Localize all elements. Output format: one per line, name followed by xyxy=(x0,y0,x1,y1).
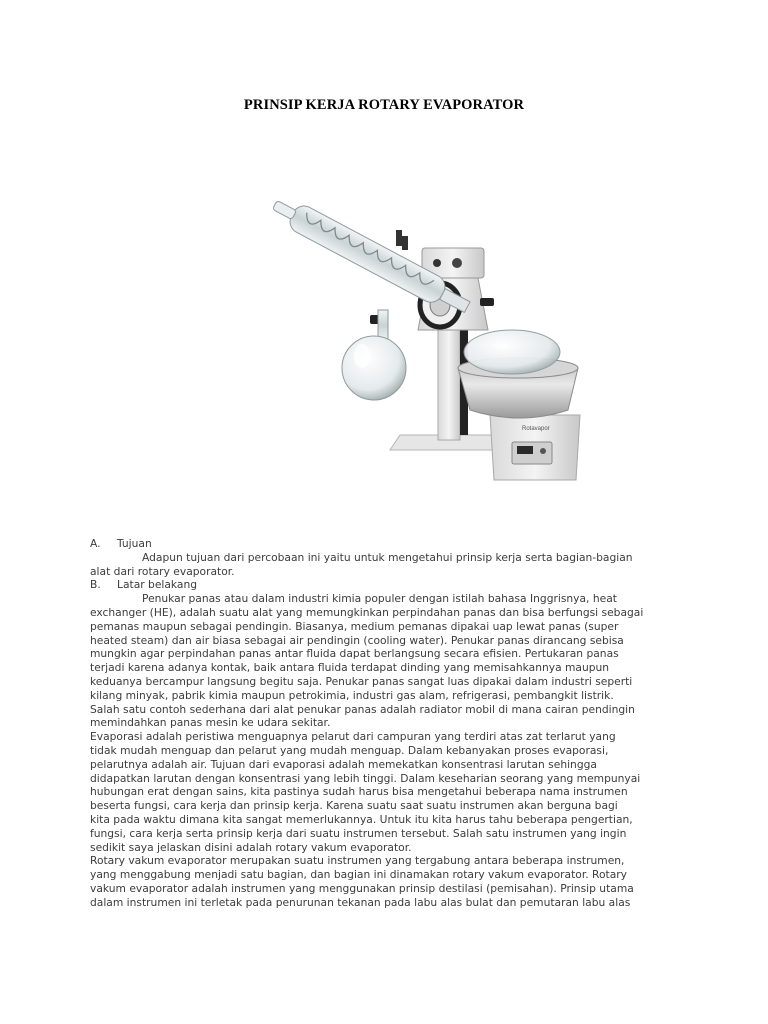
rotary-evaporator-illustration xyxy=(250,180,590,510)
text-line: heated steam) dan air biasa sebagai air pendingin (cooling water). Penukar panas dirancang sebisa xyxy=(90,633,624,647)
text-line: Penukar panas atau dalam industri kimia populer dengan istilah bahasa Inggrisnya, heat xyxy=(142,592,617,606)
section-b-paragraph-3 xyxy=(90,854,690,909)
text-line: terjadi karena adanya kontak, baik antara fluida terdapat dinding yang memisahkannya maupun xyxy=(90,661,610,675)
document-body xyxy=(90,537,690,910)
text-line: pemanas maupun sebagai pendingin. Biasanya, medium pemanas dipakai uap lewat panas (super xyxy=(90,619,619,633)
rotary-evaporator-photo xyxy=(250,180,590,510)
text-line: yang menggabung menjadi satu bagian, dan bagian ini dinamakan rotary vakum evaporator. Rotary xyxy=(90,868,627,882)
text-line: alat dari rotary evaporator. xyxy=(90,564,235,578)
text-line: Salah satu contoh sederhana dari alat penukar panas adalah radiator mobil di mana cairan pendingin xyxy=(90,702,635,716)
text-line: mungkin agar perpindahan panas antar fluida dapat berlangsung secara efisien. Pertukaran panas xyxy=(90,647,619,661)
section-a-number: A. xyxy=(90,537,101,550)
document-title: PRINSIP KERJA ROTARY EVAPORATOR xyxy=(243,97,525,113)
section-a-title: Tujuan xyxy=(117,537,152,550)
text-line: vakum evaporator adalah instrumen yang menggunakan prinsip destilasi (pemisahan). Prinsip utama xyxy=(90,881,634,895)
text-line: memindahkan panas mesin ke udara sekitar. xyxy=(90,716,331,730)
text-line: keduanya bercampur langsung begitu saja. Penukar panas sangat luas dipakai dalam industri seperti xyxy=(90,674,633,688)
text-line: didapatkan larutan dengan konsentrasi yang lebih tinggi. Dalam keseharian seorang yang mempunyai xyxy=(90,771,641,785)
text-line: exchanger (HE), adalah suatu alat yang memungkinkan perpindahan panas dan bisa berfungsi sebagai xyxy=(90,605,644,619)
text-line: beserta fungsi, cara kerja dan prinsip kerja. Karena suatu saat suatu instrumen akan berguna bagi xyxy=(90,799,618,813)
section-b-paragraph-1 xyxy=(90,592,690,730)
section-a-paragraph xyxy=(90,551,690,579)
text-line: Rotary vakum evaporator merupakan suatu instrumen yang tergabung antara beberapa instrumen, xyxy=(90,854,625,868)
text-line: kilang minyak, pabrik kimia maupun petrokimia, industri gas alam, refrigerasi, pembangkit listrik. xyxy=(90,688,614,702)
device-brand-label: Rotavapor xyxy=(522,426,550,432)
section-b-heading xyxy=(90,578,690,592)
text-line: dalam instrumen ini terletak pada penurunan tekanan pada labu alas bulat dan pemutaran labu alas xyxy=(90,895,631,909)
text-line: tidak mudah menguap dan pelarut yang mudah menguap. Dalam kebanyakan proses evaporasi, xyxy=(90,743,609,757)
text-line: sedikit saya jelaskan disini adalah rotary vakum evaporator. xyxy=(90,840,412,854)
section-a-heading xyxy=(90,537,690,551)
text-line: Evaporasi adalah peristiwa menguapnya pelarut dari campuran yang terdiri atas zat terlarut yang xyxy=(90,730,616,744)
text-line: Adapun tujuan dari percobaan ini yaitu untuk mengetahui prinsip kerja serta bagian-bagian xyxy=(142,550,633,564)
section-b-number: B. xyxy=(90,578,101,592)
text-line: kita pada waktu dimana kita sangat memerlukannya. Untuk itu kita harus tahu beberapa pengertian, xyxy=(90,812,633,826)
section-b-title: Latar belakang xyxy=(117,578,198,592)
section-b-paragraph-2 xyxy=(90,730,690,854)
text-line: fungsi, cara kerja serta prinsip kerja dari suatu instrumen tersebut. Salah satu instrumen yang ingin xyxy=(90,826,627,840)
text-line: hubungan erat dengan sains, kita pastinya sudah harus bisa mengetahui beberapa nama instrumen xyxy=(90,785,628,799)
text-line: pelarutnya adalah air. Tujuan dari evaporasi adalah memekatkan konsentrasi larutan sehingga xyxy=(90,757,597,771)
